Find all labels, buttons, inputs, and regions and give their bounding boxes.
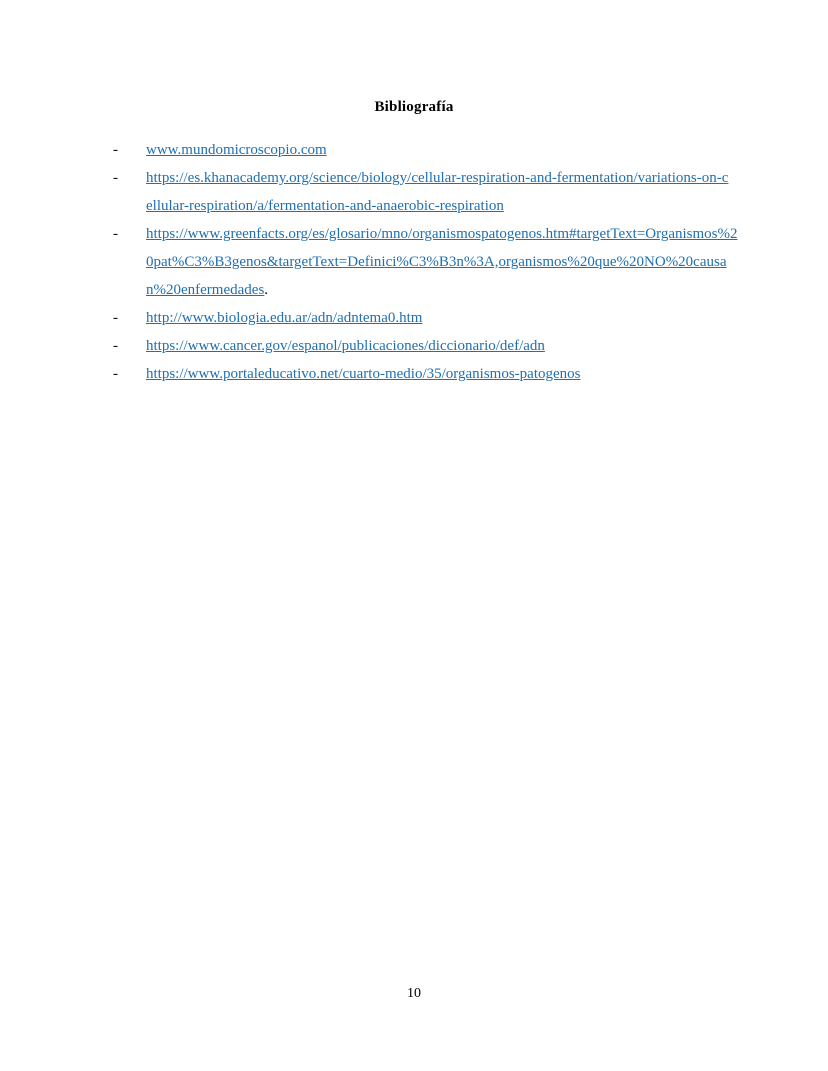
page-title: Bibliografía	[374, 99, 454, 115]
list-item	[113, 332, 743, 360]
page-number: 10	[407, 986, 421, 1001]
list-item	[113, 220, 743, 304]
bullet-dash: -	[113, 170, 118, 186]
list-item	[113, 304, 743, 332]
reference-link[interactable]: http://www.biologia.edu.ar/adn/adntema0.htm	[146, 310, 423, 326]
reference-link[interactable]: https://www.cancer.gov/espanol/publicaciones/diccionario/def/adn	[146, 338, 545, 354]
reference-link[interactable]: https://es.khanacademy.org/science/biology/cellular-respiration-and-fermentation/variations-on-cellular-respiration/a/fermentation-and-anaerobic-respiration	[146, 170, 729, 214]
bullet-dash: -	[113, 142, 118, 158]
reference-trailing-period: .	[264, 282, 269, 298]
bullet-dash: -	[113, 226, 118, 242]
list-item	[113, 164, 743, 220]
list-item	[113, 136, 743, 164]
bullet-dash: -	[113, 338, 118, 354]
reference-link[interactable]: https://www.portaleducativo.net/cuarto-medio/35/organismos-patogenos	[146, 366, 581, 382]
bibliography-list	[113, 136, 743, 388]
reference-link[interactable]: https://www.greenfacts.org/es/glosario/mno/organismospatogenos.htm#targetText=Organismos%20pat%C3%B3genos&targetText=Definici%C3%B3n%3A,organismos%20que%20NO%20causan%20enfermedades	[146, 226, 738, 298]
reference-link[interactable]: www.mundomicroscopio.com	[146, 142, 327, 158]
list-item	[113, 360, 743, 388]
bullet-dash: -	[113, 310, 118, 326]
bullet-dash: -	[113, 366, 118, 382]
